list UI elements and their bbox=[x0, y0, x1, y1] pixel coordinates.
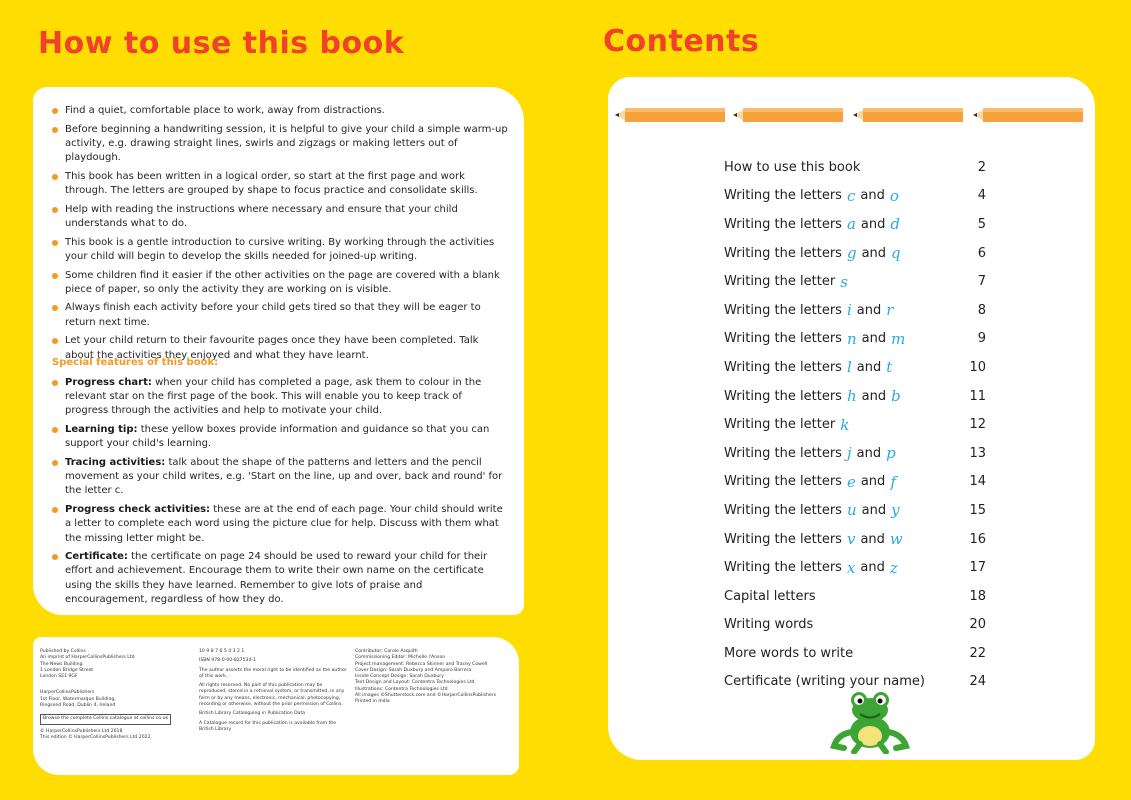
bullet-icon bbox=[52, 207, 58, 213]
frog-icon bbox=[830, 688, 910, 754]
toc-item[interactable]: Writing the letters j and p 13 bbox=[724, 444, 986, 463]
list-item: Tracing activities: talk about the shape of the patterns and letters and the pencil movement as your child writes, e.g. 'Start on the line, up and over, back and round' for the letter c. bbox=[52, 456, 508, 499]
list-item: Before beginning a handwriting session, it is helpful to give your child a simple warm-up activity, e.g. drawing straight lines, swirls and zigzags or making letters out of playdough. bbox=[52, 123, 508, 166]
page-title-how-to-use: How to use this book bbox=[38, 26, 405, 61]
tips-list bbox=[52, 104, 508, 367]
publisher-info-card bbox=[33, 637, 519, 775]
toc-item[interactable]: Writing the letters g and q 6 bbox=[724, 244, 986, 263]
toc-item[interactable]: Writing words 20 bbox=[724, 617, 986, 633]
toc-item[interactable]: Writing the letters l and t 10 bbox=[724, 358, 986, 377]
toc-item[interactable]: Writing the letters v and w 16 bbox=[724, 530, 986, 549]
table-of-contents bbox=[724, 153, 986, 696]
list-item: This book is a gentle introduction to cursive writing. By working through the activities your child will begin to develop the skills needed for joined-up writing. bbox=[52, 236, 508, 264]
list-item: Progress check activities: these are at the end of each page. Your child should write a letter to complete each word using the picture clue for help. Discuss with them what the missing letter might be. bbox=[52, 503, 508, 546]
bullet-icon bbox=[52, 427, 58, 433]
bullet-icon bbox=[52, 273, 58, 279]
publisher-column-3: Contributor: Carole Asquith Commissioning Editor: Michelle l'Anson Project management: Rebecca Skinner and Tracey Cowell Cover Design: Sarah Duxbury and Amparo Barrera Inside Concept Design: Sarah Duxbury Text Design and Layout: Contentra Technologies Ltd Illustrations: Contentra Technologies Ltd All images ©Shutterstock.com and ©HarperCollinsPublishers Printed in India bbox=[355, 649, 497, 705]
features-list bbox=[52, 376, 508, 612]
publisher-column-1: Published by Collins An imprint of HarperCollinsPublishers Ltd The News Building 1 London Bridge Street London SE1 9GF HarperCollinsPublishers 1st Floor, Watermarque Building, Ringsend Road, Dublin 4, Ireland Browse the complete Collins catalogue at collins.co.uk © HarperCollinsPublishers Ltd 2018 This edition © HarperCollinsPublishers Ltd 2022 bbox=[40, 649, 180, 744]
bullet-icon bbox=[52, 554, 58, 560]
toc-item[interactable]: Writing the letter s 7 bbox=[724, 272, 986, 291]
list-item: Help with reading the instructions where necessary and ensure that your child understands what to do. bbox=[52, 203, 508, 231]
bullet-icon bbox=[52, 338, 58, 344]
list-item: Certificate: the certificate on page 24 should be used to reward your child for their effort and achievement. Encourage them to write their own name on the certificate using the skills they have learned. Remember to give lots of praise and encouragement, regardless of how they do. bbox=[52, 550, 508, 607]
toc-item[interactable]: Capital letters 18 bbox=[724, 588, 986, 604]
toc-item[interactable]: More words to write 22 bbox=[724, 645, 986, 661]
bullet-icon bbox=[52, 108, 58, 114]
page-title-contents: Contents bbox=[603, 24, 760, 59]
special-features-heading: Special features of this book: bbox=[52, 357, 219, 368]
contents-card bbox=[608, 77, 1095, 760]
pencil-icon bbox=[733, 107, 843, 123]
toc-item[interactable]: Writing the letters u and y 15 bbox=[724, 501, 986, 520]
list-item: Let your child return to their favourite pages once they have been completed. Talk about the activities they enjoyed and what they have learnt. bbox=[52, 334, 508, 362]
list-item: Always finish each activity before your child gets tired so that they will be eager to return next time. bbox=[52, 301, 508, 329]
publisher-column-2: 10 9 8 7 6 5 4 3 2 1 ISBN 978-0-00-827534-1 The author asserts the moral right to be identified as the author of this work. All rights reserved. No part of this publication may be reproduced, stored in a retrieval system, or transmitted, in any form or by any means, electronic, mechanical, photocopying, recording or otherwise, without the prior permission of Collins. British Library Cataloguing in Publication Data A Catalogue record for this publication is available from the British Library bbox=[199, 649, 347, 732]
bullet-icon bbox=[52, 380, 58, 386]
pencil-icon bbox=[615, 107, 725, 123]
list-item: Find a quiet, comfortable place to work, away from distractions. bbox=[52, 104, 508, 118]
bullet-icon bbox=[52, 174, 58, 180]
bullet-icon bbox=[52, 127, 58, 133]
toc-item[interactable]: Writing the letters i and r 8 bbox=[724, 301, 986, 320]
toc-item[interactable]: Writing the letters a and d 5 bbox=[724, 215, 986, 234]
toc-item[interactable]: Writing the letters h and b 11 bbox=[724, 387, 986, 406]
list-item: Progress chart: when your child has completed a page, ask them to colour in the relevant star on the first page of the book. This will enable you to keep track of progress through the activities and help to motivate your child. bbox=[52, 376, 508, 419]
toc-item[interactable]: Writing the letters x and z 17 bbox=[724, 558, 986, 577]
bullet-icon bbox=[52, 507, 58, 513]
bullet-icon bbox=[52, 460, 58, 466]
pencil-icon bbox=[973, 107, 1083, 123]
catalogue-link: Browse the complete Collins catalogue at collins.co.uk bbox=[40, 714, 171, 724]
pencil-icon bbox=[853, 107, 963, 123]
list-item: This book has been written in a logical order, so start at the first page and work through. The letters are grouped by shape to focus practice and consolidate skills. bbox=[52, 170, 508, 198]
toc-item[interactable]: Writing the letters n and m 9 bbox=[724, 329, 986, 348]
list-item: Learning tip: these yellow boxes provide information and guidance so that you can support your child's learning. bbox=[52, 423, 508, 451]
toc-item[interactable]: Certificate (writing your name) 24 bbox=[724, 674, 986, 690]
bullet-icon bbox=[52, 305, 58, 311]
toc-item[interactable]: How to use this book 2 bbox=[724, 159, 986, 175]
bullet-icon bbox=[52, 240, 58, 246]
list-item: Some children find it easier if the other activities on the page are covered with a blank piece of paper, so only the activity they are working on is visible. bbox=[52, 269, 508, 297]
toc-item[interactable]: Writing the letters c and o 4 bbox=[724, 186, 986, 205]
pencil-row bbox=[615, 107, 1085, 123]
toc-item[interactable]: Writing the letter k 12 bbox=[724, 415, 986, 434]
how-to-use-card bbox=[33, 87, 524, 615]
toc-item[interactable]: Writing the letters e and f 14 bbox=[724, 472, 986, 491]
